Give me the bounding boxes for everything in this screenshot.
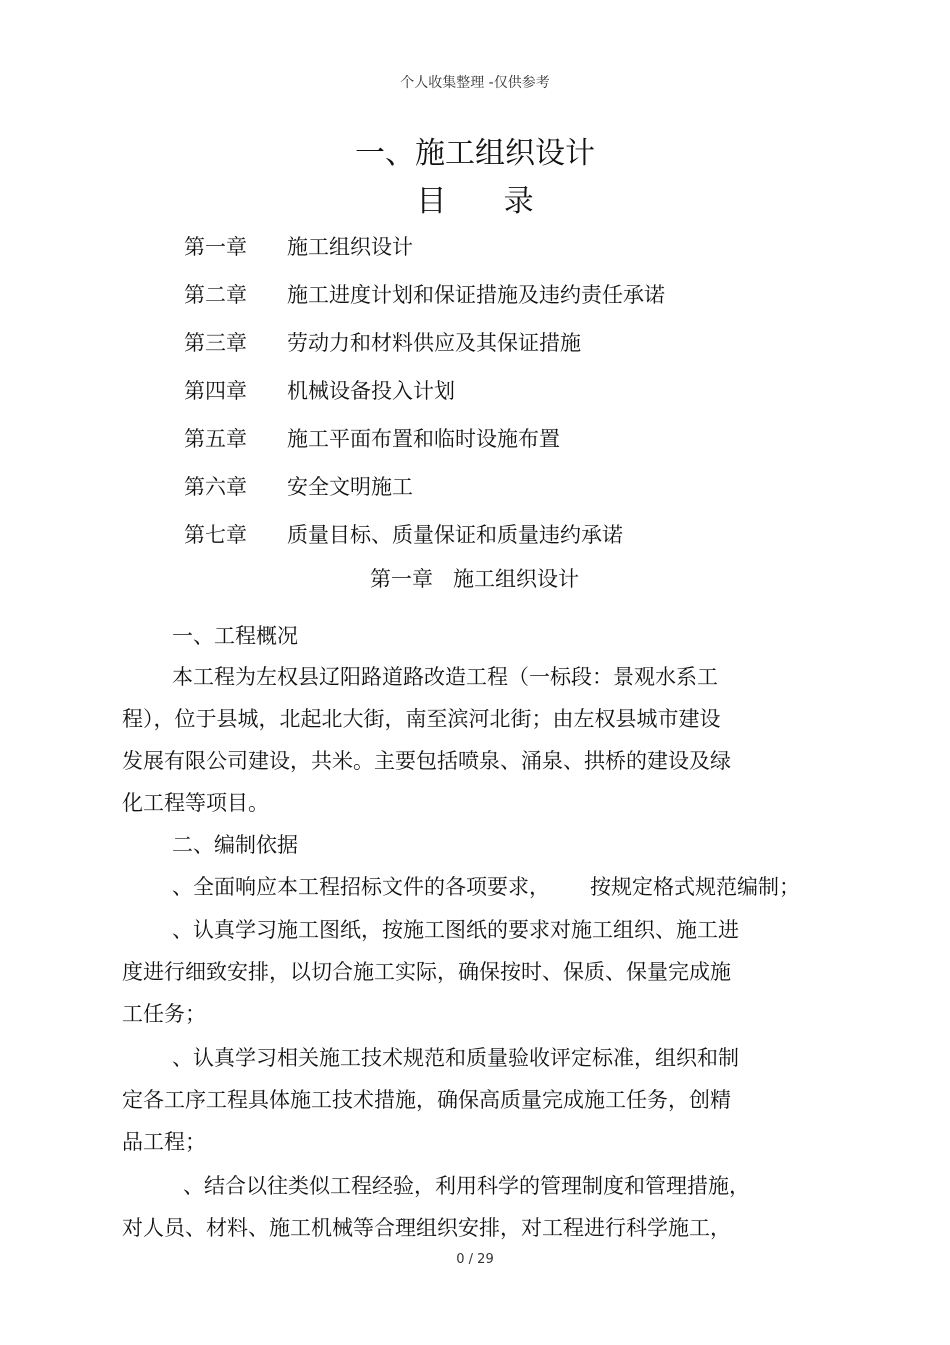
paragraph-line: 、结合以往类似工程经验，利用科学的管理制度和管理措施， bbox=[183, 1174, 750, 1198]
chapter-heading: 第一章 施工组织设计 bbox=[370, 567, 580, 591]
paragraph-line: 程），位于县城，北起北大街，南至滨河北街；由左权县城市建设 bbox=[122, 707, 721, 731]
toc-chapter-number: 第五章 bbox=[184, 427, 247, 451]
toc-chapter-title: 劳动力和材料供应及其保证措施 bbox=[287, 331, 581, 355]
document-title: 一、施工组织设计 bbox=[355, 136, 595, 171]
toc-chapter-number: 第四章 bbox=[184, 379, 247, 403]
paragraph-line: 对人员、材料、施工机械等合理组织安排，对工程进行科学施工， bbox=[122, 1216, 731, 1240]
paragraph-line: 化工程等项目。 bbox=[122, 791, 269, 815]
paragraph-line: 、全面响应本工程招标文件的各项要求， 按规定格式规范编制； bbox=[172, 875, 801, 899]
paragraph-line: 、认真学习施工图纸，按施工图纸的要求对施工组织、施工进 bbox=[172, 918, 739, 942]
toc-title: 目 录 bbox=[416, 184, 534, 219]
toc-chapter-title: 质量目标、质量保证和质量违约承诺 bbox=[287, 523, 623, 547]
toc-chapter-title: 机械设备投入计划 bbox=[287, 379, 455, 403]
paragraph-line: 度进行细致安排，以切合施工实际，确保按时、保质、保量完成施 bbox=[122, 960, 731, 984]
paragraph-line: 、认真学习相关施工技术规范和质量验收评定标准，组织和制 bbox=[172, 1046, 739, 1070]
paragraph-line: 本工程为左权县辽阳路道路改造工程（一标段：景观水系工 bbox=[172, 665, 718, 689]
toc-chapter-number: 第六章 bbox=[184, 475, 247, 499]
page-header: 个人收集整理 -仅供参考 bbox=[400, 75, 550, 91]
paragraph-line: 工任务； bbox=[122, 1002, 206, 1026]
toc-chapter-number: 第一章 bbox=[184, 235, 247, 259]
paragraph-line: 品工程； bbox=[122, 1130, 206, 1154]
page-number: 0 / 29 bbox=[456, 1252, 494, 1267]
paragraph-line: 发展有限公司建设，共米。主要包括喷泉、涌泉、拱桥的建设及绿 bbox=[122, 749, 731, 773]
toc-chapter-number: 第三章 bbox=[184, 331, 247, 355]
toc-chapter-number: 第二章 bbox=[184, 283, 247, 307]
paragraph-line: 定各工序工程具体施工技术措施，确保高质量完成施工任务，创精 bbox=[122, 1088, 731, 1112]
toc-chapter-number: 第七章 bbox=[184, 523, 247, 547]
toc-chapter-title: 安全文明施工 bbox=[287, 475, 413, 499]
toc-chapter-title: 施工组织设计 bbox=[287, 235, 413, 259]
toc-chapter-title: 施工平面布置和临时设施布置 bbox=[287, 427, 560, 451]
section-heading: 一、工程概况 bbox=[172, 624, 298, 648]
toc-chapter-title: 施工进度计划和保证措施及违约责任承诺 bbox=[287, 283, 665, 307]
section-heading: 二、编制依据 bbox=[172, 833, 298, 857]
